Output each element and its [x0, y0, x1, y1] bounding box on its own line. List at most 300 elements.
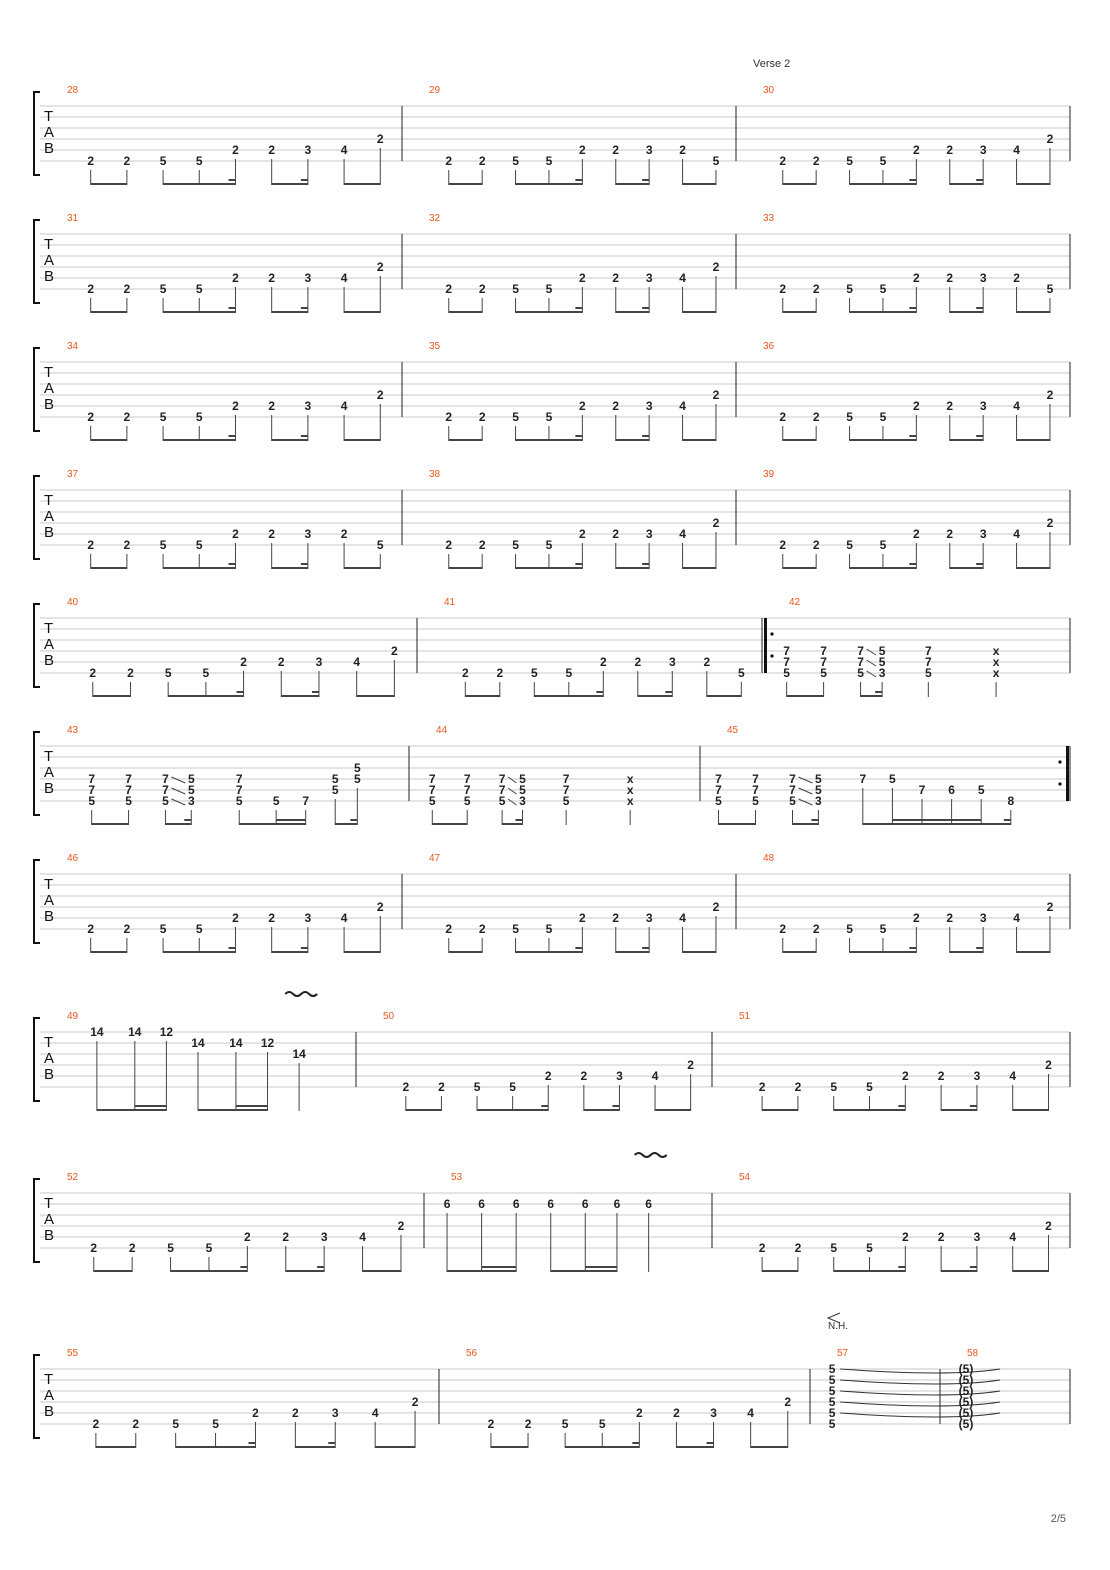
fret-number: 2 [580, 1069, 588, 1083]
beam [616, 567, 649, 569]
tab-clef-letter: T [44, 620, 54, 637]
fret-number: 5 [498, 794, 506, 808]
fret-number: x [992, 644, 1000, 658]
fret-number: 5 [272, 794, 280, 808]
fret-number: 5 [376, 538, 384, 552]
fret-number: 5 [879, 154, 887, 168]
tab-system [34, 725, 1070, 825]
fret-number: 5 [561, 1417, 569, 1431]
fret-number: 12 [159, 1025, 174, 1039]
beam [344, 183, 380, 185]
measure [67, 597, 398, 697]
fret-number: x [626, 772, 634, 786]
fret-number: 2 [268, 271, 276, 285]
beam [1017, 183, 1050, 185]
beam [286, 1270, 324, 1272]
measure-number: 48 [763, 853, 775, 864]
beam-partial [515, 819, 522, 821]
fret-number: 2 [794, 1080, 802, 1094]
tab-clef-letter: A [44, 1211, 55, 1228]
measure-number: 46 [67, 853, 79, 864]
fret-number: 2 [946, 527, 954, 541]
fret-number: 5 [205, 1241, 213, 1255]
fret-number: 5 [512, 538, 519, 552]
beam [751, 1446, 788, 1448]
beam [344, 311, 380, 313]
fret-number: 2 [913, 271, 920, 285]
beam [163, 311, 235, 313]
tab-system [34, 1153, 1070, 1272]
fret-number: 3 [304, 143, 312, 157]
beam [534, 695, 603, 697]
beam-partial [976, 435, 983, 437]
beam [272, 311, 308, 313]
fret-number: 2 [937, 1230, 945, 1244]
fret-number: 7 [125, 772, 132, 786]
fret-number: 2 [913, 527, 920, 541]
beam [941, 1270, 977, 1272]
fret-number: 3 [304, 271, 312, 285]
measure [67, 725, 361, 825]
fret-number: 4 [340, 399, 348, 413]
fret-number: 2 [123, 538, 131, 552]
fret-number: 5 [545, 538, 553, 552]
tab-clef-letter: A [44, 764, 55, 781]
measure [429, 469, 720, 569]
fret-number: 7 [918, 783, 926, 797]
fret-number: 5 [977, 783, 985, 797]
fret-number: 2 [376, 132, 384, 146]
measure [739, 1011, 1052, 1111]
fret-number: 5 [195, 922, 203, 936]
measure-number: 38 [429, 469, 441, 480]
fret-number: 4 [747, 1406, 754, 1420]
fret-number: 4 [679, 271, 686, 285]
fret-number: 5 [879, 922, 887, 936]
beam-partial [228, 307, 235, 309]
tab-clef-letter: T [44, 364, 54, 381]
tab-system [34, 1313, 1070, 1448]
tab-clef-letter: T [44, 1034, 54, 1051]
beam [1017, 311, 1050, 313]
fret-number: 3 [668, 655, 676, 669]
beam-partial [642, 179, 649, 181]
beam [91, 183, 127, 185]
fret-number: 5 [187, 772, 195, 786]
beam [281, 695, 319, 697]
fret-number: 5 [545, 282, 553, 296]
fret-number: 2 [1045, 1058, 1052, 1072]
tie-curve [840, 1391, 1000, 1395]
fret-number: 5 [737, 666, 745, 680]
beam [861, 695, 883, 697]
fret-number: 6 [613, 1197, 621, 1211]
fret-number: 7 [562, 783, 570, 797]
fret-number: 7 [428, 772, 436, 786]
beam-partial [898, 1105, 905, 1107]
fret-number: 5 [428, 794, 436, 808]
fret-number: 2 [812, 154, 820, 168]
fret-number: 5 [159, 922, 167, 936]
fret-number: 2 [612, 399, 620, 413]
fret-number: 6 [547, 1197, 555, 1211]
measure [429, 85, 720, 185]
tab-clef-letter: B [44, 1066, 55, 1083]
fret-number: 2 [679, 143, 686, 157]
beam [449, 183, 482, 185]
fret-number: 7 [924, 655, 932, 669]
beam [198, 1109, 268, 1111]
tab-clef-letter: A [44, 252, 55, 269]
fret-number: 2 [132, 1417, 140, 1431]
beam-partial [575, 307, 582, 309]
measure [763, 341, 1054, 441]
fret-number: 3 [979, 143, 987, 157]
fret-number: 2 [478, 154, 486, 168]
measure [67, 213, 384, 313]
fret-number: 2 [128, 1241, 136, 1255]
measure [715, 725, 1069, 825]
measure-number: 45 [727, 725, 739, 736]
measure-number: 58 [967, 1348, 979, 1359]
measure-number: 54 [739, 1172, 751, 1183]
beam [163, 183, 235, 185]
fret-number: 5 [159, 282, 167, 296]
fret-number: 2 [478, 410, 486, 424]
tab-clef-letter: B [44, 908, 55, 925]
beam [335, 823, 357, 825]
repeat-dot [1058, 760, 1061, 763]
system-bracket [34, 1018, 40, 1101]
fret-number: 2 [946, 911, 954, 925]
fret-number: 5 [1046, 282, 1054, 296]
beam [272, 439, 308, 441]
fret-number: 2 [712, 900, 720, 914]
fret-number: 2 [478, 538, 486, 552]
beam [94, 1270, 132, 1272]
measure [763, 213, 1054, 313]
fret-number: 3 [710, 1406, 717, 1420]
fret-number: 2 [87, 922, 95, 936]
tab-clef-letter: B [44, 652, 55, 669]
slide-mark [171, 777, 185, 783]
repeat-dot [770, 654, 773, 657]
fret-number: 5 [924, 666, 932, 680]
fret-number: 4 [651, 1069, 659, 1083]
beam [787, 695, 824, 697]
beam [96, 1446, 136, 1448]
beam [516, 183, 583, 185]
fret-number: 5 [828, 1417, 836, 1431]
fret-number: 2 [612, 911, 620, 925]
fret-number: 5 [512, 282, 519, 296]
slide-mark [799, 788, 813, 794]
beam [655, 1109, 691, 1111]
beam [375, 1446, 415, 1448]
fret-number: 2 [687, 1058, 694, 1072]
fret-number: 3 [979, 911, 987, 925]
fret-number: 5 [159, 410, 167, 424]
fret-number: 4 [353, 655, 361, 669]
beam-partial [575, 947, 582, 949]
fret-number: 2 [712, 260, 720, 274]
beam [683, 439, 716, 441]
fret-number: 2 [376, 260, 384, 274]
fret-number: 5 [846, 922, 853, 936]
slide-mark [508, 788, 516, 794]
beam-partial [909, 563, 916, 565]
beam [616, 439, 649, 441]
repeat-dot [1058, 782, 1061, 785]
beam [477, 1109, 548, 1111]
fret-number: 2 [123, 154, 131, 168]
tab-clef-letter: T [44, 1195, 54, 1212]
fret-number: 5 [879, 282, 887, 296]
fret-number: 5 [331, 783, 339, 797]
fret-number: 2 [779, 282, 787, 296]
fret-number: 2 [913, 143, 920, 157]
fret-number: 6 [581, 1197, 589, 1211]
fret-number: 2 [402, 1080, 410, 1094]
fret-number: 3 [645, 527, 653, 541]
measure-number: 31 [67, 213, 79, 224]
fret-number: 2 [496, 666, 504, 680]
fret-number: 3 [315, 655, 323, 669]
beam-partial [541, 1105, 548, 1107]
system-bracket [34, 348, 40, 431]
fret-number: 5 [545, 922, 553, 936]
fret-number: 2 [244, 1230, 251, 1244]
fret-number: 5 [846, 410, 853, 424]
beam [683, 183, 716, 185]
fret-number: 2 [794, 1241, 802, 1255]
fret-number: 2 [89, 666, 97, 680]
fret-number: 5 [828, 1384, 836, 1398]
fret-number: 14 [90, 1025, 104, 1039]
beam-partial [612, 1105, 619, 1107]
fret-number: 2 [579, 911, 586, 925]
fret-number: 7 [562, 772, 570, 786]
fret-number: 7 [783, 644, 790, 658]
beam-partial [248, 1442, 255, 1444]
measure-number: 57 [837, 1348, 849, 1359]
fret-number: 5 [162, 794, 169, 808]
beam-partial [642, 947, 649, 949]
tab-clef-letter: A [44, 124, 55, 141]
fret-number: 2 [758, 1241, 766, 1255]
fret-number: 5 [159, 538, 167, 552]
fret-number: 4 [679, 911, 686, 925]
beam [950, 311, 983, 313]
fret-number: 7 [463, 772, 471, 786]
fret-number: 4 [359, 1230, 366, 1244]
beam-partial [228, 563, 235, 565]
fret-number: 2 [240, 655, 247, 669]
beam-partial [909, 947, 916, 949]
fret-number: 5 [815, 783, 822, 797]
tie-curve [840, 1380, 1000, 1384]
fret-number: 2 [1046, 132, 1054, 146]
beam [163, 951, 235, 953]
fret-number: 6 [645, 1197, 652, 1211]
fret-number: 5 [846, 154, 853, 168]
fret-number: 2 [87, 154, 95, 168]
fret-number: 7 [88, 772, 96, 786]
system-bracket [34, 220, 40, 303]
fret-number: 6 [478, 1197, 485, 1211]
beam [1013, 1109, 1049, 1111]
fret-number: 2 [673, 1406, 680, 1420]
fret-number: 2 [445, 154, 453, 168]
beam [272, 951, 308, 953]
fret-number: 4 [1009, 1230, 1017, 1244]
measure-number: 43 [67, 725, 79, 736]
beam [344, 951, 380, 953]
fret-number: 3 [815, 794, 822, 808]
beam [516, 567, 583, 569]
beam [850, 183, 917, 185]
fret-number: 2 [87, 282, 95, 296]
measure [444, 1153, 667, 1272]
beam [676, 1446, 713, 1448]
beam-partial [976, 563, 983, 565]
measure-number: 50 [383, 1011, 395, 1022]
fret-number: 5 [828, 1406, 836, 1420]
measure [466, 1348, 791, 1448]
fret-number: 5 [212, 1417, 219, 1431]
tab-clef-letter: B [44, 396, 55, 413]
repeat-end-bar [1066, 746, 1069, 801]
fret-number: 5 [88, 794, 96, 808]
tab-clef-letter: T [44, 876, 54, 893]
measure [763, 469, 1054, 569]
fret-number: 2 [524, 1417, 532, 1431]
beam [449, 567, 482, 569]
beam [92, 823, 129, 825]
fret-number: 2 [1013, 271, 1020, 285]
fret-number: 7 [162, 772, 169, 786]
fret-number: 4 [1013, 399, 1020, 413]
fret-number: 2 [391, 644, 398, 658]
fret-number: 2 [779, 154, 787, 168]
fret-number: 2 [232, 399, 239, 413]
fret-number: 14 [191, 1036, 205, 1050]
systems [34, 85, 1070, 1448]
fret-number: 7 [88, 783, 96, 797]
fret-number: 7 [498, 772, 506, 786]
repeat-dot [770, 632, 773, 635]
page-number: 2/5 [1050, 1513, 1066, 1525]
beam [850, 567, 917, 569]
beam [516, 439, 583, 441]
fret-number: 3 [304, 527, 312, 541]
beam [344, 567, 380, 569]
beam-partial [596, 691, 603, 693]
tab-clef-letter: A [44, 1387, 55, 1404]
fret-number: 5 [125, 794, 132, 808]
tab-clef-letter: A [44, 892, 55, 909]
fret-number: 5 [846, 282, 853, 296]
beam [449, 311, 482, 313]
fret-number: 2 [812, 282, 820, 296]
fret-number: 2 [232, 911, 239, 925]
beam [762, 1109, 798, 1111]
system-bracket [34, 1355, 40, 1438]
beam [707, 695, 742, 697]
tab-clef-letter: T [44, 1371, 54, 1388]
tab-system [34, 853, 1070, 953]
fret-number: 2 [268, 399, 276, 413]
fret-number: 5 [712, 154, 720, 168]
fret-number: 7 [463, 783, 471, 797]
fret-number: 2 [268, 527, 276, 541]
fret-number: 2 [779, 538, 787, 552]
fret-number: 3 [979, 399, 987, 413]
fret-number: 4 [1013, 527, 1020, 541]
fret-number: 2 [544, 1069, 552, 1083]
fret-number: 7 [302, 794, 310, 808]
fret-number: 5 [820, 666, 827, 680]
fret-number: 4 [340, 271, 348, 285]
beam [941, 1109, 977, 1111]
beam [565, 1446, 639, 1448]
fret-number: 2 [445, 538, 453, 552]
fret-number: 2 [579, 527, 586, 541]
measure-number: 28 [67, 85, 79, 96]
measure [67, 853, 384, 953]
beam [491, 1446, 528, 1448]
system-bracket [34, 860, 40, 943]
slide-mark [799, 777, 813, 783]
slide-mark [508, 799, 516, 805]
fret-number: 3 [187, 794, 195, 808]
fret-number: 2 [282, 1230, 290, 1244]
measure-number: 29 [429, 85, 441, 96]
fret-number: 5 [878, 644, 886, 658]
fret-number: 5 [512, 922, 519, 936]
beam-partial [642, 563, 649, 565]
beam-partial [237, 691, 244, 693]
fret-number: 2 [913, 399, 920, 413]
fret-number: 2 [599, 655, 607, 669]
fret-number: 2 [812, 410, 820, 424]
beam [638, 695, 673, 697]
system-bracket [34, 1179, 40, 1262]
fret-number: 5 [830, 1241, 838, 1255]
fret-number: 2 [579, 271, 586, 285]
beam-partial [184, 819, 191, 821]
beam-partial [301, 435, 308, 437]
tie-curve [840, 1402, 1000, 1406]
fret-number: 4 [1013, 143, 1020, 157]
fret-number: 5 [172, 1417, 180, 1431]
tab-clef-letter: A [44, 508, 55, 525]
beam-partial [970, 1105, 977, 1107]
slide-mark [171, 788, 185, 794]
fret-number: 3 [973, 1230, 981, 1244]
fret-number: 2 [445, 922, 453, 936]
measure-number: 36 [763, 341, 775, 352]
fret-number: 2 [127, 666, 134, 680]
fret-number: 14 [229, 1036, 243, 1050]
beam-partial [317, 1266, 324, 1268]
fret-number: 6 [512, 1197, 520, 1211]
fret-number: 3 [616, 1069, 623, 1083]
fret-number: 2 [913, 911, 920, 925]
fret-number: 8 [1007, 794, 1015, 808]
tab-clef-letter: A [44, 1050, 55, 1067]
fret-number: 7 [428, 783, 436, 797]
